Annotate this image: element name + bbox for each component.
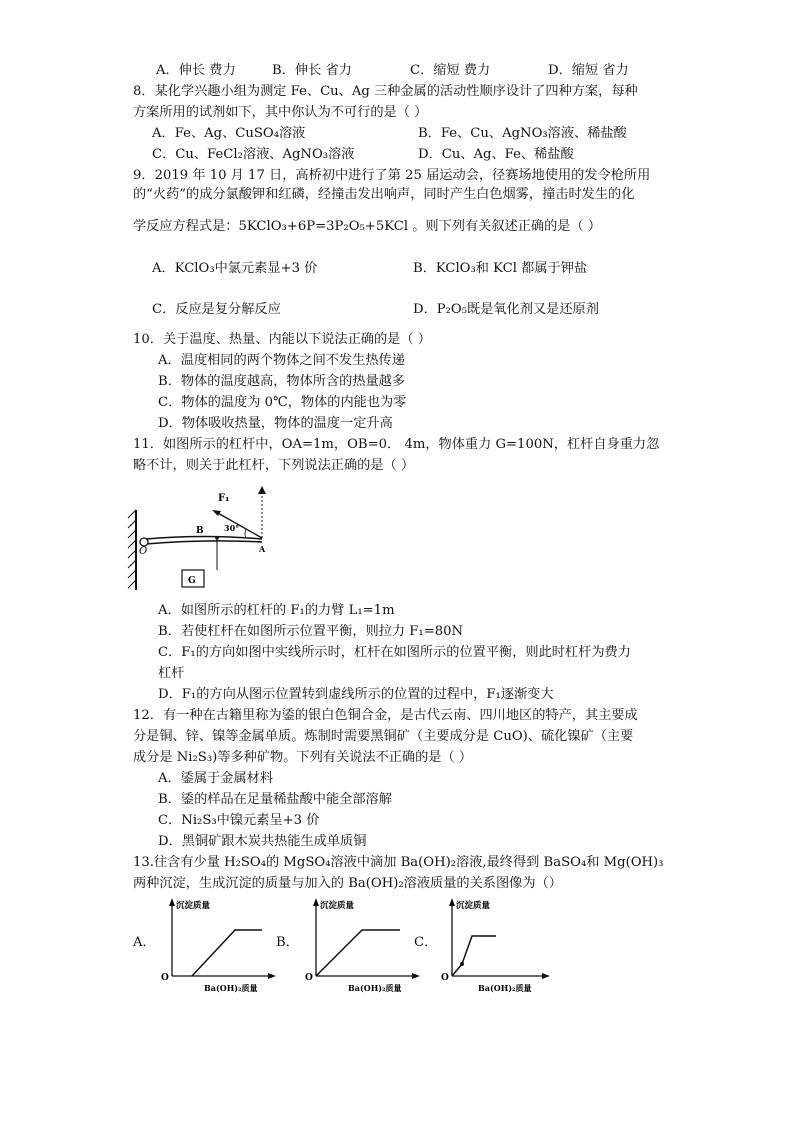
q8-option-a[interactable]: A．Fe、Ag、CuSO₄溶液	[152, 126, 306, 141]
label-o: O	[139, 546, 148, 557]
q10-option-b[interactable]: B．物体的温度越高，物体所含的热量越多	[158, 374, 406, 389]
graph-b	[302, 896, 424, 994]
q11-stem-line1: 11．如图所示的杠杆中，OA=1m，OB=0． 4m，物体重力 G=100N，杠杆自身重力忽	[133, 437, 660, 452]
graph-c-turn-point	[460, 962, 464, 966]
q8-stem-line2: 方案所用的试剂如下，其中你认为不可行的是（ ）	[133, 105, 428, 120]
graph-c-origin: O	[441, 973, 449, 983]
graph-c-ylabel: 沉淀质量	[456, 901, 491, 911]
graph-a-origin: O	[161, 973, 169, 983]
q8-option-c[interactable]: C．Cu、FeCl₂溶液、AgNO₃溶液	[152, 147, 355, 162]
q13-option-a-label[interactable]: A．	[133, 935, 156, 950]
graph-c-x-arrow	[542, 973, 550, 979]
dashed-arrowhead	[258, 486, 266, 494]
graph-b-x-arrow	[412, 973, 420, 979]
label-b: B	[196, 526, 204, 536]
label-f1: F₁	[218, 493, 230, 504]
q12-stem-line1: 12．有一种在古籍里称为鋈的银白色铜合金，是古代云南、四川地区的特产，其主要成	[133, 708, 638, 723]
angle-arc	[245, 529, 246, 538]
q11-option-a[interactable]: A．如图所示的杠杆的 F₁的力臂 L₁=1m	[158, 603, 395, 618]
q11-option-c-cont: 杠杆	[158, 666, 185, 681]
graph-b-origin: O	[305, 973, 313, 983]
graph-a	[158, 896, 280, 994]
q12-option-d[interactable]: D．黑铜矿跟木炭共热能生成单质铜	[158, 834, 367, 849]
graph-a-xlabel: Ba(OH)₂质量	[204, 983, 258, 993]
lever-figure	[124, 484, 274, 594]
q9-option-c[interactable]: C．反应是复分解反应	[152, 302, 281, 317]
q9-option-a[interactable]: A．KClO₃中氯元素显+3 价	[152, 261, 318, 276]
q12-option-c[interactable]: C．Ni₂S₃中镍元素呈+3 价	[158, 813, 320, 828]
q9-stem-line3: 学反应方程式是：5KClO₃+6P=3P₂O₅+5KCl 。则下列有关叙述正确的是（ ）	[133, 219, 602, 234]
q12-stem-line3: 成分是 Ni₂S₃)等多种矿物。下列有关说法不正确的是（ ）	[133, 750, 473, 765]
q10-option-a[interactable]: A．温度相同的两个物体之间不发生热传递	[158, 353, 405, 368]
q11-option-c[interactable]: C．F₁的方向如图中实线所示时，杠杆在如图所示的位置平衡，则此时杠杆为费力	[158, 645, 631, 660]
label-a: A	[259, 544, 266, 554]
label-g: G	[188, 576, 196, 586]
graph-a-x-arrow	[268, 973, 276, 979]
q10-stem: 10．关于温度、热量、内能以下说法正确的是（ ）	[133, 332, 431, 347]
label-angle: 30°	[224, 523, 240, 533]
lever-bar-top	[146, 537, 262, 540]
q9-stem-line2: 的“火药”的成分氯酸钾和红磷，经撞击发出响声，同时产生白色烟雾，撞击时发生的化	[133, 187, 635, 202]
q12-stem-line2: 分是铜、锌、镍等金属单质。炼制时需要黑铜矿（主要成分是 CuO)、硫化镍矿（主要	[133, 729, 634, 744]
q11-option-d[interactable]: D．F₁的方向从图示位置转到虚线所示的位置的过程中，F₁逐渐变大	[158, 687, 554, 702]
q7-option-d[interactable]: D．缩短 省力	[548, 63, 629, 78]
q7-option-b[interactable]: B．伸长 省力	[272, 63, 352, 78]
force-f1-arrowhead	[212, 510, 221, 516]
graph-a-y-arrow	[169, 898, 175, 906]
q13-option-c-label[interactable]: C．	[414, 935, 438, 950]
graph-b-curve	[316, 930, 400, 976]
graph-c-y-arrow	[449, 898, 455, 906]
graph-a-ylabel: 沉淀质量	[176, 901, 211, 911]
graph-b-y-arrow	[313, 898, 319, 906]
wall-hatching	[128, 510, 136, 588]
q8-option-b[interactable]: B．Fe、Cu、AgNO₃溶液、稀盐酸	[418, 126, 627, 141]
lever-bar-bottom	[146, 541, 262, 544]
q9-option-d[interactable]: D．P₂O₅既是氧化剂又是还原剂	[413, 302, 599, 317]
q8-stem-line1: 8．某化学兴趣小组为测定 Fe、Cu、Ag 三种金属的活动性顺序设计了四种方案，每种	[133, 84, 638, 99]
q11-stem-line2: 略不计，则关于此杠杆，下列说法正确的是（ ）	[133, 458, 415, 473]
graph-a-curve	[192, 930, 262, 976]
graph-b-ylabel: 沉淀质量	[320, 901, 355, 911]
q12-option-a[interactable]: A．鋈属于金属材料	[158, 771, 274, 786]
graph-c-xlabel: Ba(OH)₂质量	[478, 983, 532, 993]
q10-option-d[interactable]: D．物体吸收热量，物体的温度一定升高	[158, 416, 393, 431]
q10-option-c[interactable]: C．物体的温度为 0℃，物体的内能也为零	[158, 395, 407, 410]
graph-b-xlabel: Ba(OH)₂质量	[348, 983, 402, 993]
q9-option-b[interactable]: B．KClO₃和 KCl 都属于钾盐	[413, 261, 588, 276]
q7-option-a[interactable]: A．伸长 费力	[156, 63, 236, 78]
graph-c	[438, 896, 560, 994]
q11-option-b[interactable]: B．若使杠杆在如图所示位置平衡，则拉力 F₁=80N	[158, 624, 464, 639]
q9-stem-line1: 9．2019 年 10 月 17 日，高桥初中进行了第 25 届运动会，径赛场地使用的发令枪所用	[133, 168, 651, 183]
q13-stem-line2: 两种沉淀，生成沉淀的质量与加入的 Ba(OH)₂溶液质量的关系图像为（）	[133, 876, 562, 891]
q12-option-b[interactable]: B．鋈的样品在足量稀盐酸中能全部溶解	[158, 792, 392, 807]
q7-option-c[interactable]: C．缩短 费力	[410, 63, 491, 78]
q13-stem-line1: 13.往含有少量 H₂SO₄的 MgSO₄溶液中滴加 Ba(OH)₂溶液,最终得到 BaSO₄和 Mg(OH)₃	[133, 855, 664, 870]
graph-c-curve	[452, 936, 496, 976]
q13-option-b-label[interactable]: B．	[276, 935, 299, 950]
pivot-o	[140, 538, 148, 546]
q8-option-d[interactable]: D．Cu、Ag、Fe、稀盐酸	[418, 147, 574, 162]
